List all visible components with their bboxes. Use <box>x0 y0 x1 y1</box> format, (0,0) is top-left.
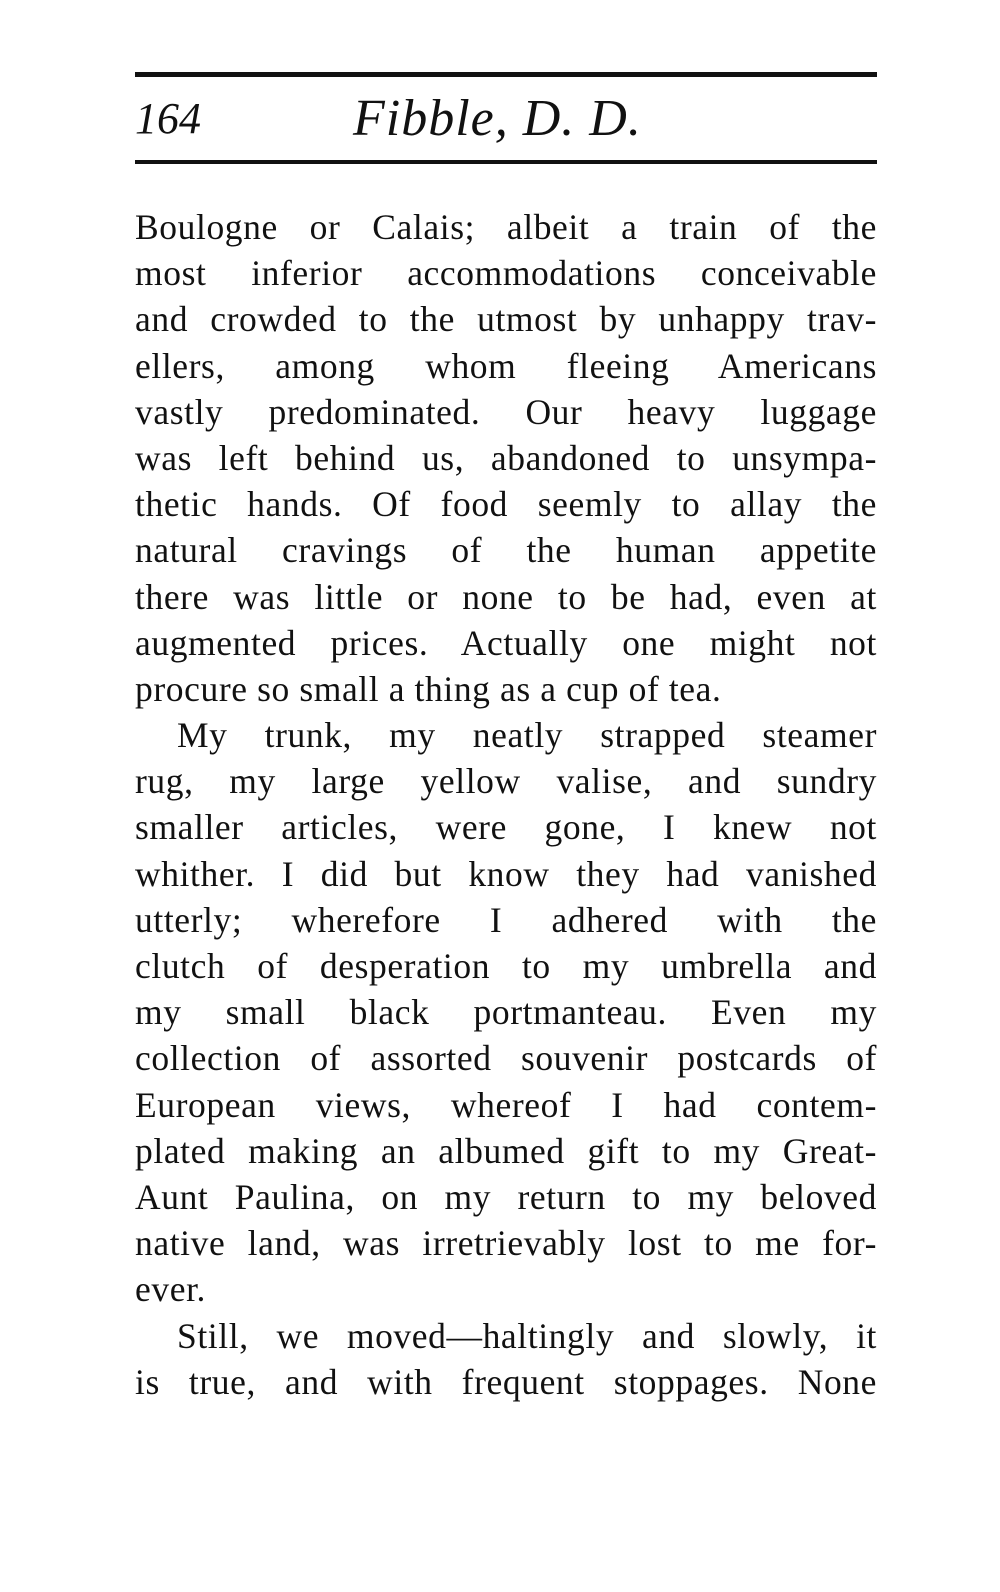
running-title: Fibble, D. D. <box>353 90 642 147</box>
text-line: was left behind us, abandoned to unsympa- <box>135 437 877 478</box>
text-line: most inferior accommodations conceivable <box>135 253 877 294</box>
text-line: natural cravings of the human appetite <box>135 530 877 571</box>
header-rule-top <box>135 72 877 77</box>
text-line: procure so small a thing as a cup of tea. <box>135 668 722 709</box>
text-line: is true, and with frequent stoppages. None <box>135 1361 877 1402</box>
text-line: collection of assorted souvenir postcards of <box>135 1038 877 1079</box>
text-line: and crowded to the utmost by unhappy trav- <box>135 299 877 340</box>
text-line: vastly predominated. Our heavy luggage <box>135 391 877 432</box>
text-line: smaller articles, were gone, I knew not <box>135 807 877 848</box>
page-number: 164 <box>135 94 201 143</box>
paragraph <box>135 712 877 1312</box>
paragraph <box>135 204 877 712</box>
text-line: my small black portmanteau. Even my <box>135 992 877 1033</box>
running-head <box>135 84 877 154</box>
text-line: plated making an albumed gift to my Great- <box>135 1130 877 1171</box>
text-line: Boulogne or Calais; albeit a train of the <box>135 207 877 247</box>
text-line: thetic hands. Of food seemly to allay the <box>135 484 877 525</box>
text-line: Still, we moved—haltingly and slowly, it <box>177 1315 877 1356</box>
text-line: whither. I did but know they had vanished <box>135 853 877 894</box>
text-line: Aunt Paulina, on my return to my beloved <box>135 1176 877 1217</box>
text-line: native land, was irretrievably lost to me for- <box>135 1223 877 1264</box>
text-line: European views, whereof I had contem- <box>135 1084 877 1125</box>
text-line: My trunk, my neatly strapped steamer <box>177 715 877 756</box>
text-line: clutch of desperation to my umbrella and <box>135 946 877 986</box>
text-line: ever. <box>135 1269 207 1310</box>
text-line: augmented prices. Actually one might not <box>135 622 877 663</box>
header-rule-bottom <box>135 160 877 164</box>
body-text <box>135 204 877 1405</box>
text-line: utterly; wherefore I adhered with the <box>135 899 877 940</box>
text-line: rug, my large yellow valise, and sundry <box>135 761 877 802</box>
paragraph <box>135 1313 877 1405</box>
text-line: ellers, among whom fleeing Americans <box>135 345 877 386</box>
text-line: there was little or none to be had, even at <box>135 576 877 617</box>
